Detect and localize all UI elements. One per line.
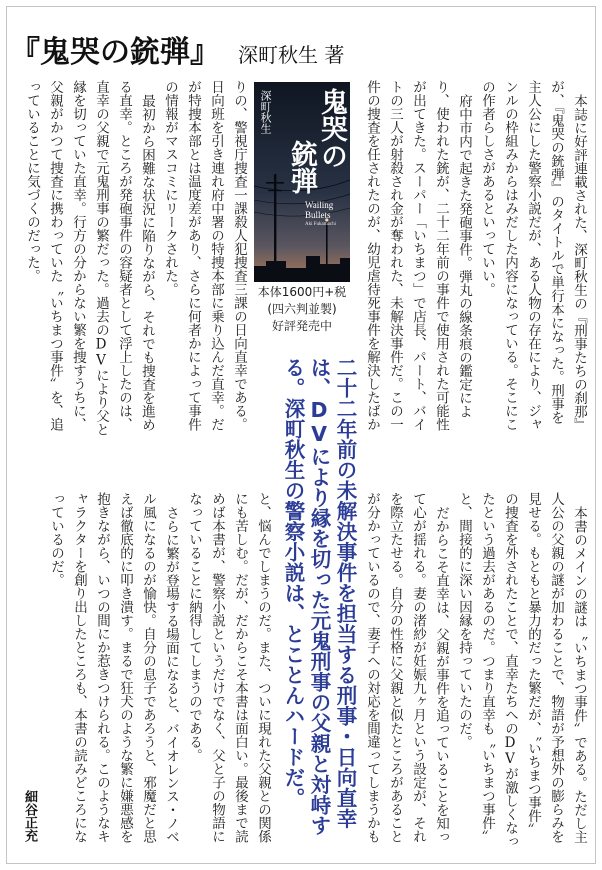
utility-pole-crossbar xyxy=(268,190,282,191)
book-format: (四六判並製) xyxy=(267,302,337,316)
article-column: の作者らしさがあるといっていい。 xyxy=(479,80,495,296)
article-column: っているのだ。 xyxy=(48,492,64,587)
article-column: えば徹底的に叩き潰す。まるで狂犬のような繁に嫌悪感を xyxy=(117,492,133,843)
article-column: めば本書が、警察小説というだけでなく、父と子の物語に xyxy=(209,492,225,843)
pull-quote xyxy=(280,357,358,836)
article-column: 本書のメインの謎は〝いちまつ事件〟である。ただし主 xyxy=(571,505,587,843)
cover-title-right: 鬼哭の xyxy=(316,88,347,169)
article-upper-right-block xyxy=(360,80,590,436)
article-column: が分かっているので、妻子への対応を間違ってしまうかも xyxy=(364,492,380,843)
article-column: 本誌に好評連載された、深町秋生の『刑事たちの刹那』 xyxy=(571,93,587,431)
article-upper-left-block xyxy=(20,80,250,436)
article-column: りの、警視庁捜査一課殺人犯捜査三課の日向直幸である。 xyxy=(231,80,247,431)
article-column: 府中市内で起きた発砲事件。弾丸の線条痕の鑑定によ xyxy=(456,93,472,418)
article-column: る直幸。ところが発砲事件の容疑者として浮上したのは、 xyxy=(116,80,132,431)
book-price: 本体1600円+税 xyxy=(257,285,347,299)
cover-title-left: 銃弾 xyxy=(286,140,317,194)
article-column: ンルの枠組みからはみだした内容になっている。そこにこ xyxy=(502,80,518,431)
article-column: ャラクターを創り出したところも、本書の読みどころにな xyxy=(71,492,87,843)
article-column: を際立たせる。自分の性格に父親と似たところがあること xyxy=(387,492,403,843)
article-column: の捜査を外されたことで、直幸たちへのDVが激しくなっ xyxy=(502,492,518,848)
book-title-heading: 『鬼哭の銃弾』 xyxy=(10,35,220,70)
article-column: と、悩んでしまうのだ。また、ついに現れた父親との関係 xyxy=(255,492,271,843)
utility-pole-crossbar xyxy=(266,182,284,184)
article-column: 日向班を引き連れ府中署の特捜本部に乗り込んだ直幸。だ xyxy=(208,80,224,431)
article-column: り、使われた銃が、二十二年前の事件で使用された可能性 xyxy=(433,80,449,431)
article-column: 縁を切っていた直幸。行方の分からない繁を捜すうちに、 xyxy=(70,80,86,431)
article-lower-right-block xyxy=(360,492,590,848)
book-info-caption xyxy=(250,284,354,335)
article-column: なっていることに納得してしまうのである。 xyxy=(186,492,202,762)
pull-quote-column: 二十二年前の未解決事件を担当する刑事・日向直幸 xyxy=(333,357,357,829)
article-column: と、間接的に深い因縁を持っていたのだ。 xyxy=(456,492,472,749)
article-column: 最初から困難な状況に陥りながら、それでも捜査を進め xyxy=(139,93,155,431)
book-cover xyxy=(254,82,350,282)
article-column: さらに繁が登場する場面になると、バイオレンス・ノベ xyxy=(163,505,179,843)
article-column: が、『鬼哭の銃弾』のタイトルで単行本になった。刑事を xyxy=(548,80,564,425)
article-column: て心が揺れる。妻の渚紗が妊娠九ヶ月という設定が、それ xyxy=(410,492,426,843)
article-column: 抱きながら、いつの間にか惹きつけられる。このようなキ xyxy=(94,492,110,843)
article-column: トの三人が射殺され金が奪われた、未解決事件だ。この一 xyxy=(387,80,403,431)
article-column: 件の捜査を任されたのが、幼児虐待死事件を解決したばか xyxy=(364,80,380,431)
article-column: 人公の父親の謎が加わることで、物語が予想外の膨らみを xyxy=(548,492,564,843)
article-column: たという過去があるのだ。つまり直幸も〝いちまつ事件〟 xyxy=(479,492,495,843)
article-column: が出てきた。スーパー「いちまつ」で店長、パート、バイ xyxy=(410,80,426,431)
article-column: が特捜本部とは温度差があり、さらに何者かによって事件 xyxy=(185,80,201,431)
article-column: 主人公にした警察小説だが、ある人物の存在により、ジャ xyxy=(525,80,541,431)
article-column: にも苦しむ。だが、だからこそ本書は面白い。最後まで読 xyxy=(232,492,248,843)
article-column: だからこそ直幸は、父親が事件を追っていることを知っ xyxy=(433,505,449,843)
cover-english-author: Aki Fukamachi xyxy=(305,222,336,227)
reviewer-signature: 細谷正充 xyxy=(22,790,37,842)
article-column: 見せる。もともと暴力的だった繁だが、〝いちまつ事件〟 xyxy=(525,492,541,837)
cover-author: 深町秋生 xyxy=(259,90,272,134)
article-column: っていることに気づくのだった。 xyxy=(24,80,40,283)
article-column: ル風になるのが愉快。自分の息子であろうと、邪魔だと思 xyxy=(140,492,156,843)
pull-quote-column: は、DVにより縁を切った元鬼刑事の父親と対峙す xyxy=(307,357,331,836)
book-availability: 好評発売中 xyxy=(271,319,332,333)
article-column: 直幸の父親で元鬼刑事の繁だった。過去のDVにより父と xyxy=(93,80,109,436)
author-credit: 深町秋生 著 xyxy=(238,43,345,67)
cover-english-title: Wailing Bullets xyxy=(305,200,334,220)
article-column: 父親がかつて捜査に携わっていた〝いちまつ事件〟を、追 xyxy=(47,80,63,431)
article-lower-left-block xyxy=(44,492,274,848)
article-column: の情報がマスコミにリークされた。 xyxy=(162,80,178,296)
pull-quote-column: る。深町秋生の警察小説は、とことんハードだ。 xyxy=(281,357,305,808)
